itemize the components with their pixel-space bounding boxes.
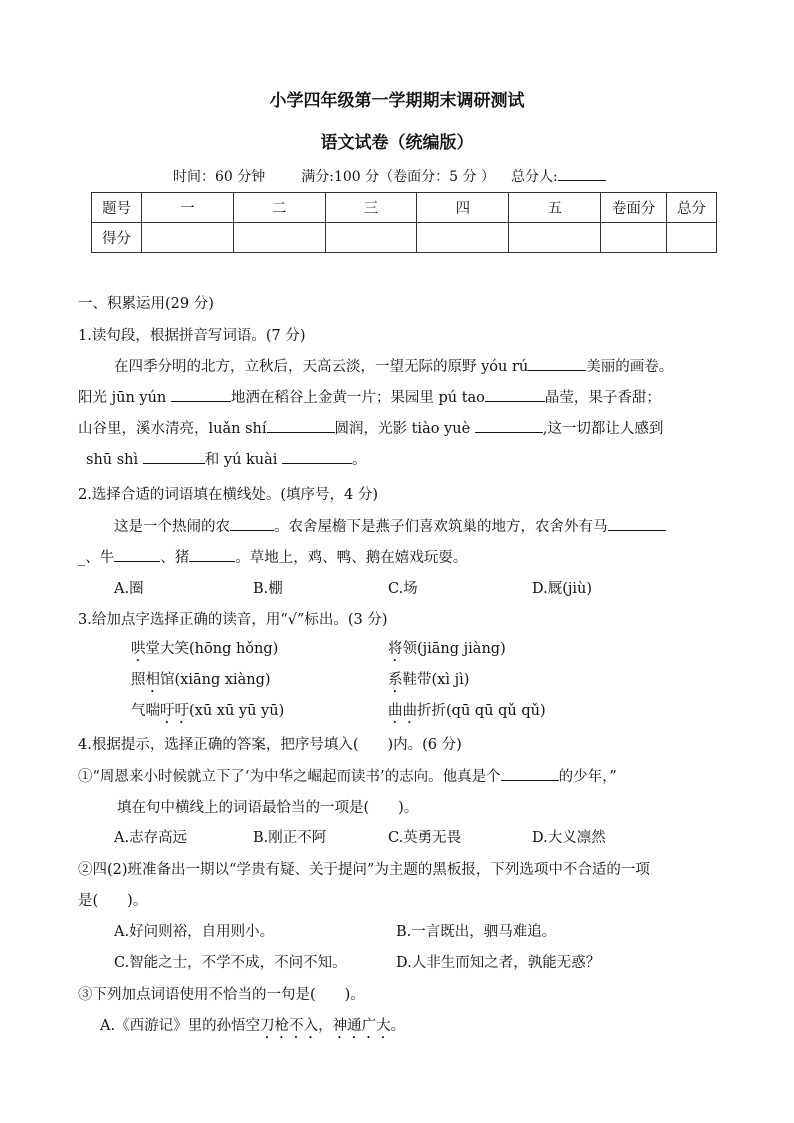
score-cell[interactable]	[601, 223, 667, 253]
q2-prompt: 2.选择合适的词语填在横线处。(填序号，4 分)	[78, 487, 378, 503]
q3-item: 照相馆(xiāng xiàng)	[131, 672, 271, 688]
q4-s1-option-a: A.志存高远	[114, 830, 188, 846]
q3-item: 曲曲折折(qū qū qǔ qǔ)	[388, 703, 546, 719]
score-header-cell: 二	[233, 193, 325, 223]
q1-prompt: 1.读句段，根据拼音写词语。(7 分)	[78, 328, 306, 344]
q3-item: 将领(jiāng jiàng)	[388, 641, 506, 657]
q1-line1: 在四季分明的北方，立秋后，天高云淡，一望无际的原野 yóu rú 美丽的画卷。	[114, 355, 673, 376]
q4-s1-line2: 填在句中横线上的词语最恰当的一项是( )。	[117, 800, 419, 816]
answer-blank[interactable]	[143, 449, 205, 464]
q4-s3-prompt: ③下列加点词语使用不恰当的一句是( )。	[78, 987, 365, 1003]
score-cell[interactable]	[325, 223, 417, 253]
total-scorer-label: 总分人:	[510, 169, 558, 185]
q4-prompt: 4.根据提示，选择正确的答案，把序号填入( )内。(6 分)	[78, 737, 462, 753]
answer-blank[interactable]	[485, 387, 545, 402]
score-row-label: 得分	[92, 223, 142, 253]
score-cell[interactable]	[141, 223, 233, 253]
answer-blank[interactable]	[189, 547, 235, 562]
q4-s3-option-a: A.《西游记》里的孙悟空刀枪不入，神通广大。	[100, 1018, 406, 1034]
q4-s2-line1: ②四(2)班准备出一期以“学贵有疑、关于提问”为主题的黑板报，下列选项中不合适的一项	[78, 862, 650, 878]
q4-s2-option-b: B.一言既出，驷马难追。	[396, 924, 557, 940]
answer-blank[interactable]	[528, 356, 586, 371]
q3-item: 气喘吁吁(xū xū yū yū)	[131, 703, 285, 719]
answer-blank[interactable]	[267, 418, 335, 433]
q4-s2-option-d: D.人非生而知之者，孰能无惑？	[396, 955, 601, 971]
q3-item: 哄堂大笑(hōng hǒng)	[131, 641, 279, 657]
answer-blank[interactable]	[501, 766, 559, 781]
q2-option-d: D.厩(jiù)	[532, 581, 593, 597]
q4-s2-option-c: C.智能之士，不学不成，不问不知。	[114, 955, 347, 971]
total-scorer-blank[interactable]	[558, 166, 606, 181]
score-table-score-row	[92, 223, 717, 253]
q3-item: 系鞋带(xì jì)	[388, 672, 470, 688]
q4-s1-option-d: D.大义凛然	[532, 830, 606, 846]
answer-blank[interactable]	[608, 516, 666, 531]
q4-s1-line1: ①“周恩来小时候就立下了‘为中华之崛起而读书’的志向。他真是个 的少年，”	[78, 765, 617, 786]
answer-blank[interactable]	[475, 418, 543, 433]
score-cell[interactable]	[233, 223, 325, 253]
exam-meta	[173, 166, 606, 186]
q2-line1: 这是一个热闹的农 。农舍屋檐下是燕子们喜欢筑巢的地方，农舍外有马	[114, 515, 666, 536]
exam-full-score: 满分:100 分（卷面分：5 分 ）	[301, 169, 495, 185]
score-cell[interactable]	[417, 223, 509, 253]
score-header-cell: 一	[141, 193, 233, 223]
q2-option-b: B.棚	[253, 581, 283, 597]
answer-blank[interactable]	[230, 516, 274, 531]
answer-blank[interactable]	[114, 547, 160, 562]
score-cell[interactable]	[667, 223, 717, 253]
score-header-cell: 总分	[667, 193, 717, 223]
q2-option-a: A.圈	[114, 581, 144, 597]
score-table-header-row	[92, 193, 717, 223]
answer-blank[interactable]	[282, 449, 352, 464]
q3-item-text: 堂大笑(hōng hǒng)	[145, 641, 279, 657]
q1-line2: 阳光 jūn yún 地洒在稻谷上金黄一片；果园里 pú tao 晶莹，果子香甜；	[78, 386, 661, 407]
section1-title: 一、积累运用(29 分)	[78, 296, 214, 312]
q1-line3: 山谷里，溪水清亮，luǎn shí 圆润，光影 tiào yuè ,这一切都让人感到	[78, 417, 663, 438]
score-header-cell: 三	[325, 193, 417, 223]
q3-prompt: 3.给加点字选择正确的读音，用“√”标出。(3 分)	[78, 612, 388, 628]
score-header-cell: 题号	[92, 193, 142, 223]
exam-title: 小学四年级第一学期期末调研测试	[269, 91, 525, 111]
score-cell[interactable]	[509, 223, 601, 253]
q4-s2-option-a: A.好问则裕，自用则小。	[114, 924, 275, 940]
answer-blank[interactable]	[171, 387, 231, 402]
q2-option-c: C.场	[388, 581, 418, 597]
q4-s1-option-c: C.英勇无畏	[388, 830, 462, 846]
q1-line4: shū shì 和 yú kuài 。	[86, 448, 367, 469]
exam-time: 时间：60 分钟	[173, 169, 266, 185]
exam-subtitle: 语文试卷（统编版）	[320, 133, 474, 153]
score-header-cell: 卷面分	[601, 193, 667, 223]
score-table	[91, 192, 717, 253]
score-header-cell: 四	[417, 193, 509, 223]
score-header-cell: 五	[509, 193, 601, 223]
q2-line2: _、牛 、猪 。草地上，鸡、鸭、鹅在嬉戏玩耍。	[78, 546, 467, 567]
q4-s1-option-b: B.刚正不阿	[253, 830, 327, 846]
q4-s2-line2: 是( )。	[78, 893, 148, 909]
